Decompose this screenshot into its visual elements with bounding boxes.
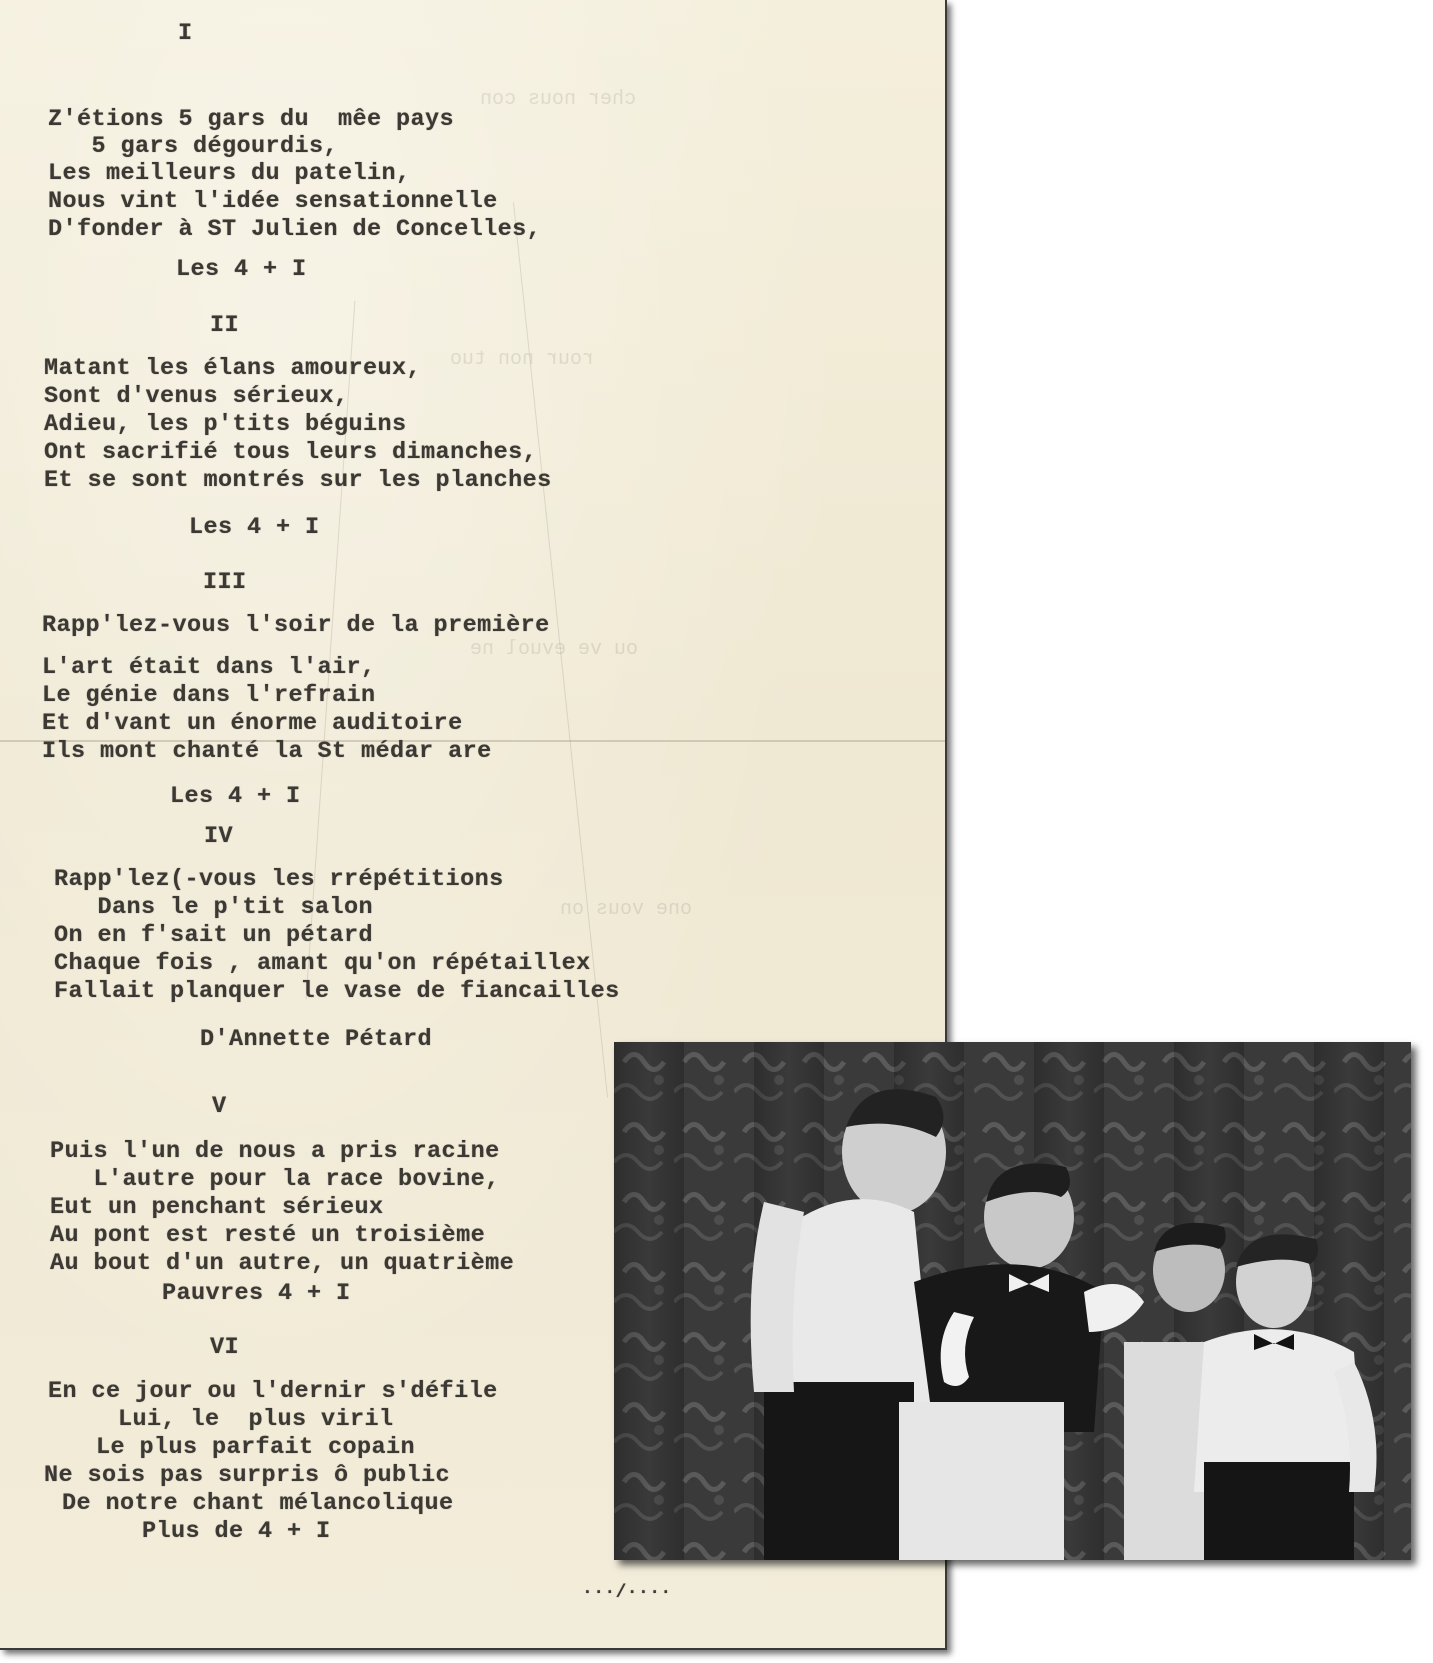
lyric-line: Lui, le plus viril <box>118 1406 394 1433</box>
lyric-line: Fallait planquer le vase de fiancailles <box>54 978 620 1005</box>
lyric-line: Le plus parfait copain <box>96 1434 416 1461</box>
lyric-line: D'fonder à ST Julien de Concelles, <box>48 216 542 243</box>
lyric-line: Adieu, les p'tits béguins <box>44 411 407 438</box>
lyric-line: En ce jour ou l'dernir s'défile <box>48 1378 498 1405</box>
lyric-line: Ne sois pas surpris ô public <box>44 1462 451 1489</box>
refrain-line: D'Annette Pétard <box>200 1026 433 1053</box>
lyric-line: Rapp'lez(-vous les rrépétitions <box>54 866 504 893</box>
lyric-line: De notre chant mélancolique <box>62 1490 454 1517</box>
verse-numeral: III <box>203 569 247 596</box>
verse-numeral: I <box>178 20 193 47</box>
refrain-line: Les 4 + I <box>170 783 301 810</box>
refrain-line: Plus de 4 + I <box>142 1518 331 1545</box>
continuation-mark: ···/···· <box>582 1583 672 1603</box>
lyric-line: Dans le p'tit salon <box>54 894 374 921</box>
lyric-line: Chaque fois , amant qu'on répétaillex <box>54 950 591 977</box>
lyric-line: Au pont est resté un troisième <box>50 1222 486 1249</box>
lyric-line: Puis l'un de nous a pris racine <box>50 1138 500 1165</box>
lyric-line: On en f'sait un pétard <box>54 922 374 949</box>
verse-numeral: IV <box>204 823 234 850</box>
lyric-line: Eut un penchant sérieux <box>50 1194 384 1221</box>
lyric-line: Et se sont montrés sur les planches <box>44 467 552 494</box>
lyric-line: Et d'vant un énorme auditoire <box>42 710 463 737</box>
verse-numeral: II <box>210 312 240 339</box>
lyric-line: Rapp'lez-vous l'soir de la première <box>42 612 550 639</box>
lyric-line: Ont sacrifié tous leurs dimanches, <box>44 439 538 466</box>
lyric-line: L'art était dans l'air, <box>42 654 376 681</box>
lyric-line: Nous vint l'idée sensationnelle <box>48 188 498 215</box>
typewritten-lyrics-sheet: cher nous con rour non tuo ou ve evuol ne one vous on I Z'étions 5 gars du mêe pays 5 gars dégourdis, Les meilleurs du patelin, Nous vint l'idée sensationnelle D'fonder à ST Julien de Concelles, Les 4 + I II Matant les élans amoureux, Sont d'venus sérieux, Adieu, les p'tits béguins Ont sacrifié tous leurs dimanches, Et se sont montrés sur les planches Les 4 + I III Rapp'lez-vous l'soir de la première L'art était dans l'air, Le génie dans l'refrain Et d'vant un énorme auditoire Ils mont chanté la St médar are Les 4 + I IV Rapp'lez(-vous les rrépétitions Dans le p'tit salon On en f'sait un pétard Chaque fois , amant qu'on répétaillex Fallait planquer le vase de fiancailles D'Annette Pétard V Puis l'un de nous a pris racine L'autre pour la race bovine, Eut un penchant sérieux Au pont est resté un troisième Au bout d'un autre, un quatrième Pauvres 4 + I VI En ce jour ou l'dernir s'défile Lui, le plus viril Le plus parfait copain Ne sois pas surpris ô public De notre chant mélancolique Plus de 4 + I ···/···· <box>0 0 947 1650</box>
lyric-line: Ils mont chanté la St médar are <box>42 738 492 765</box>
stage-photograph <box>614 1042 1411 1560</box>
verse-numeral: V <box>212 1093 227 1120</box>
lyric-line: Sont d'venus sérieux, <box>44 383 349 410</box>
lyric-line: Z'étions 5 gars du mêe pays <box>48 106 455 133</box>
lyric-line: Au bout d'un autre, un quatrième <box>50 1250 515 1277</box>
lyric-line: L'autre pour la race bovine, <box>50 1166 500 1193</box>
lyric-line: Le génie dans l'refrain <box>42 682 376 709</box>
lyric-line: 5 gars dégourdis, <box>48 133 339 160</box>
verse-numeral: VI <box>210 1334 240 1361</box>
refrain-line: Les 4 + I <box>189 514 320 541</box>
refrain-line: Pauvres 4 + I <box>162 1280 351 1307</box>
refrain-line: Les 4 + I <box>176 256 307 283</box>
lyric-line: Les meilleurs du patelin, <box>48 160 411 187</box>
lyric-line: Matant les élans amoureux, <box>44 355 422 382</box>
